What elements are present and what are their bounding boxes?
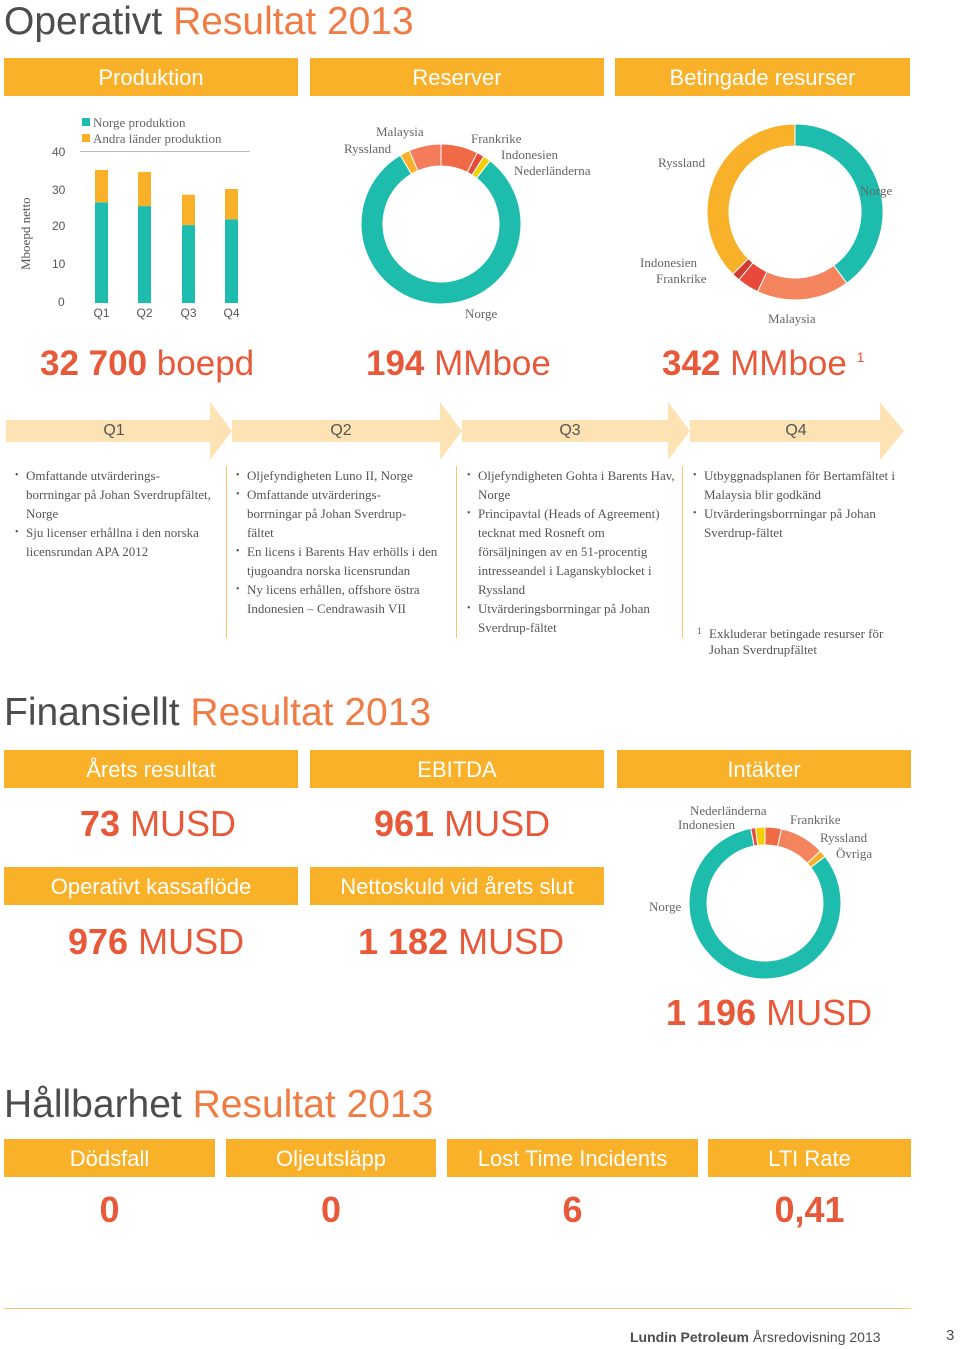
betingade-donut — [700, 115, 893, 310]
section-bar-reserver: Reserver — [310, 58, 604, 96]
divider — [456, 466, 457, 638]
slice-norge — [361, 155, 521, 304]
bar-norge — [138, 206, 151, 303]
label-frankrike: Frankrike — [656, 271, 707, 286]
kpi-ebitda — [374, 803, 551, 844]
quarter-q4-list — [693, 466, 903, 542]
y-tick: 40 — [52, 145, 66, 159]
section-bar-lti: Lost Time Incidents — [447, 1139, 698, 1177]
kpi-unit: MUSD — [138, 921, 245, 962]
kpi-unit: MUSD — [458, 921, 565, 962]
label-ryssland: Ryssland — [658, 155, 706, 170]
label-ryssland: Ryssland — [820, 830, 868, 845]
quarter-label-q1: Q1 — [103, 422, 125, 439]
kpi-production — [40, 346, 254, 381]
kpi-unit: MMboe — [730, 344, 847, 383]
kpi-value: 1 182 — [358, 921, 449, 962]
section-bar-ebitda: EBITDA — [310, 750, 604, 788]
title-word: Finansiellt — [4, 691, 180, 734]
label-frankrike: Frankrike — [471, 131, 522, 146]
slice-indonesien — [755, 827, 765, 845]
title-word: Hållbarhet — [4, 1083, 182, 1126]
list-item: • Oljefyndigheten Luno II, Norge — [236, 466, 451, 485]
list-item: • Principavtal (Heads of Agreement) tecknat med Rosneft om försäljningen av en 51-procentig intresseandel i Laganskyblocket i Ryssland — [467, 504, 675, 599]
x-tick-label: Q2 — [136, 306, 153, 320]
label-ryssland: Ryssland — [344, 141, 392, 156]
legend-swatch-norge — [82, 118, 90, 126]
y-tick: 20 — [52, 219, 66, 233]
section-bar-produktion: Produktion — [4, 58, 298, 96]
y-tick: 10 — [52, 257, 66, 271]
legend-norge: Norge produktion — [93, 115, 186, 130]
list-item: • En licens i Barents Hav erhölls i den tjugoandra norska licensrundan — [236, 542, 451, 580]
section-bar-nettoskuld: Nettoskuld vid årets slut — [310, 867, 604, 905]
list-item: • Utvärderingsborrningar på Johan Sverdrup-fältet — [693, 504, 903, 542]
bar-andra — [138, 172, 151, 206]
label-norge: Norge — [465, 306, 498, 321]
legend-swatch-andra — [82, 134, 90, 142]
bar-andra — [182, 195, 195, 225]
list-item: • Ny licens erhållen, offshore östra Indonesien – Cendrawasih VII — [236, 580, 451, 618]
slice-ryssland — [707, 124, 795, 274]
list-item: • Omfattande utvärderings- borrningar på Johan Sverdrupfältet, Norge — [15, 466, 220, 523]
footnote-text: Exkluderar betingade resurser för Johan Sverdrupfältet — [709, 626, 884, 657]
footnote-mark: 1 — [697, 626, 702, 636]
x-tick-label: Q3 — [180, 306, 197, 320]
kpi-value: 961 — [374, 803, 435, 844]
kpi-oljeutslapp: 0 — [320, 1189, 342, 1230]
section-bar-betingade: Betingade resurser — [615, 58, 910, 96]
kpi-value: 73 — [80, 803, 121, 844]
title-accent: Resultat 2013 — [192, 1083, 434, 1126]
quarter-label-q4: Q4 — [785, 422, 807, 439]
list-item: • Oljefyndigheten Gohta i Barents Hav, Norge — [467, 466, 675, 504]
kpi-value: 1 196 — [666, 992, 757, 1033]
section-bar-lti-rate: LTI Rate — [708, 1139, 911, 1177]
kpi-unit: MMboe — [434, 344, 551, 383]
section-bar-intakter: Intäkter — [617, 750, 911, 788]
label-ovriga: Övriga — [836, 846, 873, 861]
kpi-dodsfall: 0 — [99, 1189, 120, 1230]
bar-norge — [225, 219, 238, 303]
section-bar-kassaflode: Operativt kassaflöde — [4, 867, 298, 905]
footer-brand: Lundin Petroleum — [630, 1329, 749, 1345]
label-nederlanderna: Nederländerna — [690, 803, 767, 818]
kpi-value: 194 — [366, 344, 425, 383]
y-axis-label: Mboepd netto — [18, 197, 33, 270]
kpi-value: 342 — [662, 344, 721, 383]
footer-text — [630, 1329, 881, 1345]
x-tick-label: Q4 — [223, 306, 240, 320]
quarter-q3-list — [467, 466, 675, 637]
label-nederlanderna: Nederländerna — [514, 163, 591, 178]
list-item: • Utbyggnadsplanen för Bertamfältet i Malaysia blir godkänd — [693, 466, 903, 504]
quarter-q2-list — [236, 466, 451, 618]
footer-doc: Årsredovisning 2013 — [752, 1329, 881, 1345]
label-malaysia: Malaysia — [768, 311, 816, 326]
title-accent: Resultat 2013 — [190, 691, 432, 734]
kpi-lti-rate: 0,41 — [774, 1189, 845, 1230]
page-title-operativt — [4, 2, 414, 41]
production-bar-chart — [80, 150, 260, 325]
bar-norge — [182, 225, 195, 303]
divider — [682, 466, 683, 638]
section-bar-dodsfall: Dödsfall — [4, 1139, 215, 1177]
quarter-label-q3: Q3 — [559, 422, 581, 439]
list-item: • Utvärderingsborrningar på Johan Sverdrup-fältet — [467, 599, 675, 637]
label-indonesien: Indonesien — [501, 147, 559, 162]
kpi-betingade — [662, 346, 864, 381]
y-tick: 0 — [58, 295, 65, 309]
kpi-lti: 6 — [562, 1189, 583, 1230]
kpi-unit: MUSD — [766, 992, 873, 1033]
quarter-q1-list — [15, 466, 220, 561]
kpi-nettoskuld — [358, 921, 565, 962]
kpi-arets-resultat — [80, 803, 237, 844]
kpi-value: 32 700 — [40, 344, 148, 383]
list-item: • Omfattande utvärderings- borrningar på Johan Sverdrup- fältet — [236, 485, 451, 542]
y-tick: 30 — [52, 183, 66, 197]
section-bar-arets-resultat: Årets resultat — [4, 750, 298, 788]
title-word: Operativt — [4, 0, 163, 43]
legend-andra: Andra länder produktion — [93, 131, 222, 146]
kpi-intakter — [666, 992, 873, 1033]
section-title-finansiellt — [4, 693, 431, 732]
page-number: 3 — [946, 1327, 955, 1344]
section-bar-oljeutslapp: Oljeutsläpp — [226, 1139, 436, 1177]
kpi-unit: MUSD — [444, 803, 551, 844]
label-frankrike: Frankrike — [790, 812, 841, 827]
bar-andra — [225, 189, 238, 219]
footnote-mark: 1 — [856, 349, 865, 365]
bar-andra — [95, 170, 108, 202]
title-accent: Resultat 2013 — [173, 0, 414, 43]
kpi-value: 976 — [68, 921, 129, 962]
kpi-unit: boepd — [156, 344, 255, 383]
label-indonesien: Indonesien — [678, 817, 736, 832]
slice-malaysia — [758, 265, 847, 300]
section-title-hallbarhet — [4, 1085, 433, 1124]
label-norge: Norge — [860, 183, 893, 198]
label-norge: Norge — [649, 899, 682, 914]
kpi-unit: MUSD — [130, 803, 237, 844]
x-tick-label: Q1 — [93, 306, 110, 320]
footer-rule — [4, 1308, 911, 1309]
bar-norge — [95, 202, 108, 303]
label-malaysia: Malaysia — [376, 124, 424, 139]
kpi-reserver — [366, 346, 551, 381]
kpi-kassaflode — [68, 921, 245, 962]
divider — [226, 466, 227, 638]
quarter-label-q2: Q2 — [330, 422, 352, 439]
list-item: • Sju licenser erhållna i den norska licensrundan APA 2012 — [15, 523, 220, 561]
slice-norge — [795, 124, 883, 283]
label-indonesien: Indonesien — [640, 255, 698, 270]
